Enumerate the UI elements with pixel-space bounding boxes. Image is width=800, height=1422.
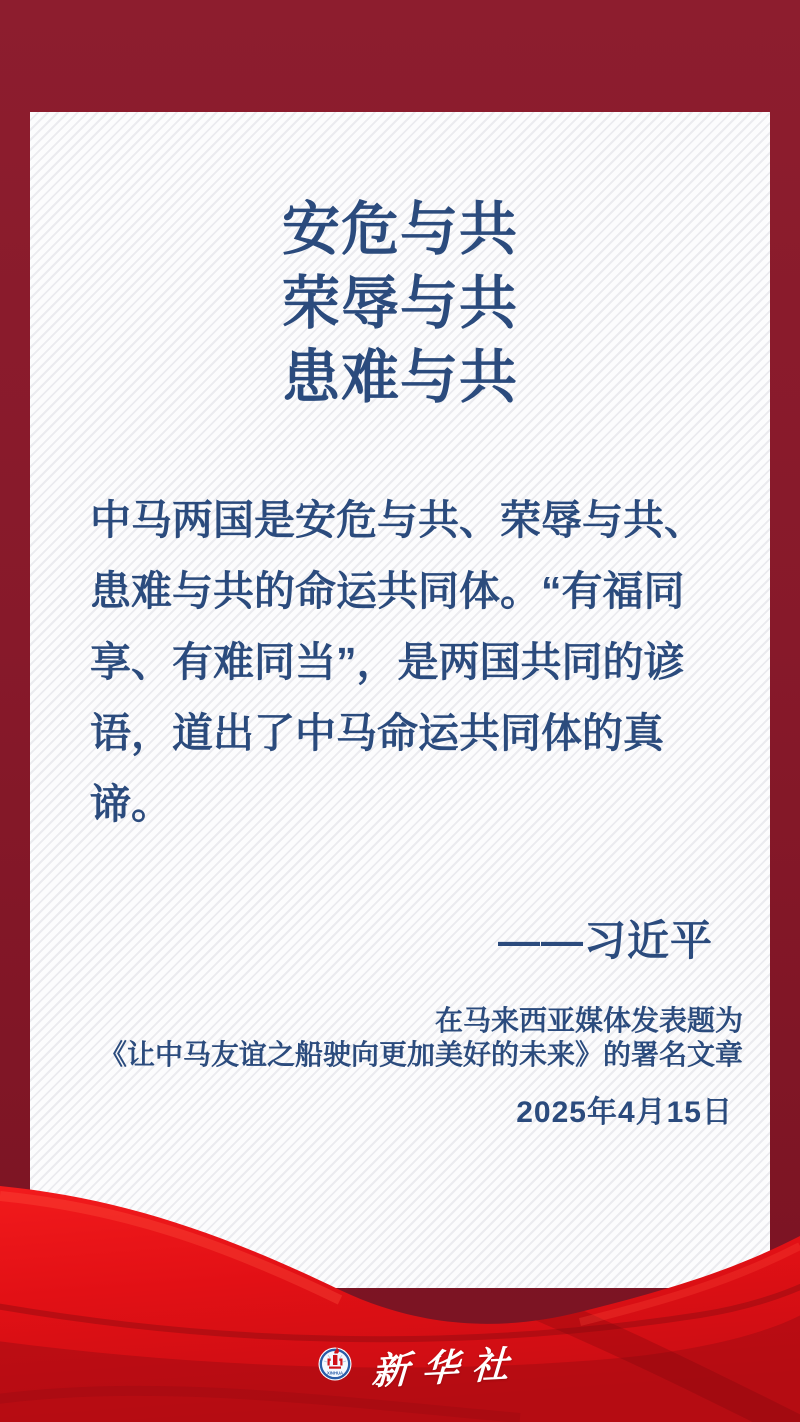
xinhua-logo-icon <box>319 1348 352 1381</box>
quote-line-4: 语，道出了中马命运共同体的真 <box>90 710 664 756</box>
quote-text <box>90 485 716 840</box>
headline <box>30 193 770 415</box>
quote-source <box>43 1004 743 1072</box>
headline-line-2: 荣辱与共 <box>281 271 518 336</box>
quote-line-1: 中马两国是安危与共、荣辱与共、 <box>90 497 705 543</box>
quote-line-3: 享、有难同当”，是两国共同的谚 <box>90 639 685 685</box>
headline-line-3: 患难与共 <box>281 345 518 410</box>
quote-date: 2025年4月15日 <box>516 1096 733 1129</box>
xinhua-logo-text: XINHUA <box>326 1370 344 1376</box>
quote-line-2: 患难与共的命运共同体。“有福同 <box>90 568 685 614</box>
quote-line-5: 谛。 <box>90 781 172 827</box>
speaker-signature: ——习近平 <box>497 917 713 964</box>
quote-source-line-1: 在马来西亚媒体发表题为 <box>434 1005 743 1036</box>
headline-line-1: 安危与共 <box>281 197 518 262</box>
agency-name: 新华社 <box>370 1343 523 1393</box>
quote-source-line-2: 《让中马友谊之船驶向更加美好的未来》的署名文章 <box>98 1039 743 1070</box>
